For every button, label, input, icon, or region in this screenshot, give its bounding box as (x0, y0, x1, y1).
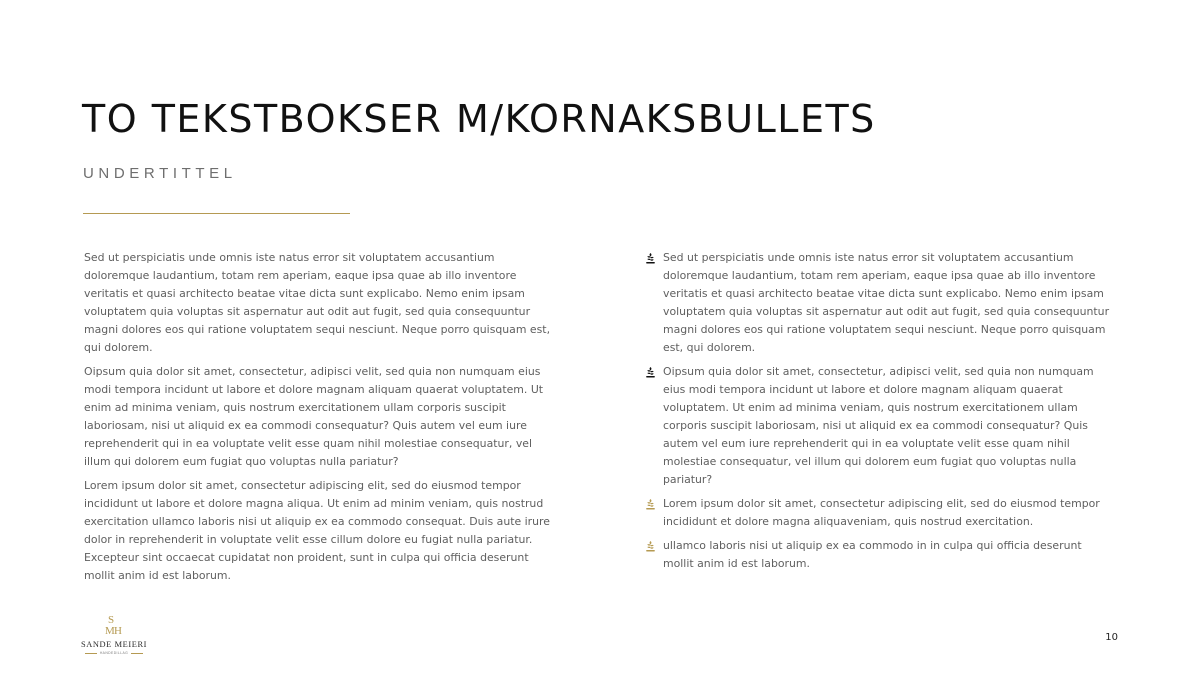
wheat-ear-icon (645, 366, 656, 378)
monogram-logo (102, 612, 126, 638)
wheat-ear-icon (645, 540, 656, 552)
left-text-box (84, 249, 558, 591)
slide-subtitle: UNDERTITTEL (83, 165, 237, 182)
logo-tagline: HANDEDILLAG (99, 651, 129, 655)
svg-text:M: M (105, 625, 115, 637)
logo-wordmark: SANDE MEIERI (80, 640, 148, 649)
subtitle-divider (83, 213, 350, 214)
logo-rule (85, 653, 97, 654)
svg-text:H: H (114, 625, 122, 637)
bullet-item (645, 363, 1115, 489)
bullet-text: Sed ut perspiciatis unde omnis iste natus error sit voluptatem accusantium doloremque laudantium, totam rem aperiam, eaque ipsa quae ab illo inventore veritatis et quasi architecto beatae vitae dicta sunt explicabo. Nemo enim ipsam voluptatem quia voluptas sit aspernatur aut odit aut fugit, sed quia consequuntur magni dolores eos qui ratione voluptatem sequi nesciunt. Neque porro quisquam est, qui dolorem. (663, 251, 1110, 354)
bullet-text: Oipsum quia dolor sit amet, consectetur, adipisci velit, sed quia non numquam eius modi tempora incidunt ut labore et dolore magnam aliquam quaerat voluptatem. Ut enim ad minima veniam, quis nostrum exercitationem ullam corporis suscipit laboriosam, nisi ut aliquid ex ea commodi consequatur? Quis autem vel eum iure reprehenderit qui in ea voluptate velit esse quam nihil molestiae consequatur, vel illum qui dolorem eum fugiat quo voluptas nulla pariatur? (663, 365, 1094, 486)
bullet-text: Lorem ipsum dolor sit amet, consectetur adipiscing elit, sed do eiusmod tempor incididunt et dolore magna aliquaveniam, quis nostrud exercitation. (663, 497, 1100, 528)
slide-title: TO TEKSTBOKSER M/KORNAKSBULLETS (82, 97, 876, 141)
left-paragraph: Lorem ipsum dolor sit amet, consectetur adipiscing elit, sed do eiusmod tempor incididunt ut labore et dolore magna aliqua. Ut enim ad minim veniam, quis nostrud exercitation ullamco laboris nisi ut aliquip ex ea commodo consequat. Duis aute irure dolor in reprehenderit in voluptate velit esse cillum dolore eu fugiat nulla pariatur. Excepteur sint occaecat cupidatat non proident, sunt in culpa qui officia deserunt mollit anim id est laborum. (84, 479, 550, 582)
page-number: 10 (1105, 632, 1118, 643)
svg-text:S: S (108, 614, 115, 626)
wheat-ear-icon (645, 498, 656, 510)
logo-tagline-row (80, 651, 148, 656)
bullet-item (645, 495, 1115, 531)
wheat-ear-icon (645, 252, 656, 264)
right-bullet-list (645, 249, 1115, 579)
left-paragraph: Sed ut perspiciatis unde omnis iste natus error sit voluptatem accusantium doloremque laudantium, totam rem aperiam, eaque ipsa quae ab illo inventore veritatis et quasi architecto beatae vitae dicta sunt explicabo. Nemo enim ipsam voluptatem quia voluptas sit aspernatur aut odit aut fugit, sed quia consequuntur magni dolores eos qui ratione voluptatem sequi nesciunt. Neque porro quisquam est, qui dolorem. (84, 251, 551, 354)
bullet-item (645, 249, 1115, 357)
bullet-text: ullamco laboris nisi ut aliquip ex ea commodo in in culpa qui officia deserunt mollit anim id est laborum. (663, 539, 1082, 570)
company-logo (80, 612, 148, 656)
bullet-item (645, 537, 1115, 573)
left-paragraph: Oipsum quia dolor sit amet, consectetur, adipisci velit, sed quia non numquam eius modi tempora incidunt ut labore et dolore magnam aliquam quaerat voluptatem. Ut enim ad minima veniam, quis nostrum exercitationem ullam corporis suscipit laboriosam, nisi ut aliquid ex ea commodi consequatur? Quis autem vel eum iure reprehenderit qui in ea voluptate velit esse quam nihil molestiae consequatur, vel illum qui dolorem eum fugiat quo voluptas nulla pariatur? (84, 365, 544, 468)
logo-rule (131, 653, 143, 654)
